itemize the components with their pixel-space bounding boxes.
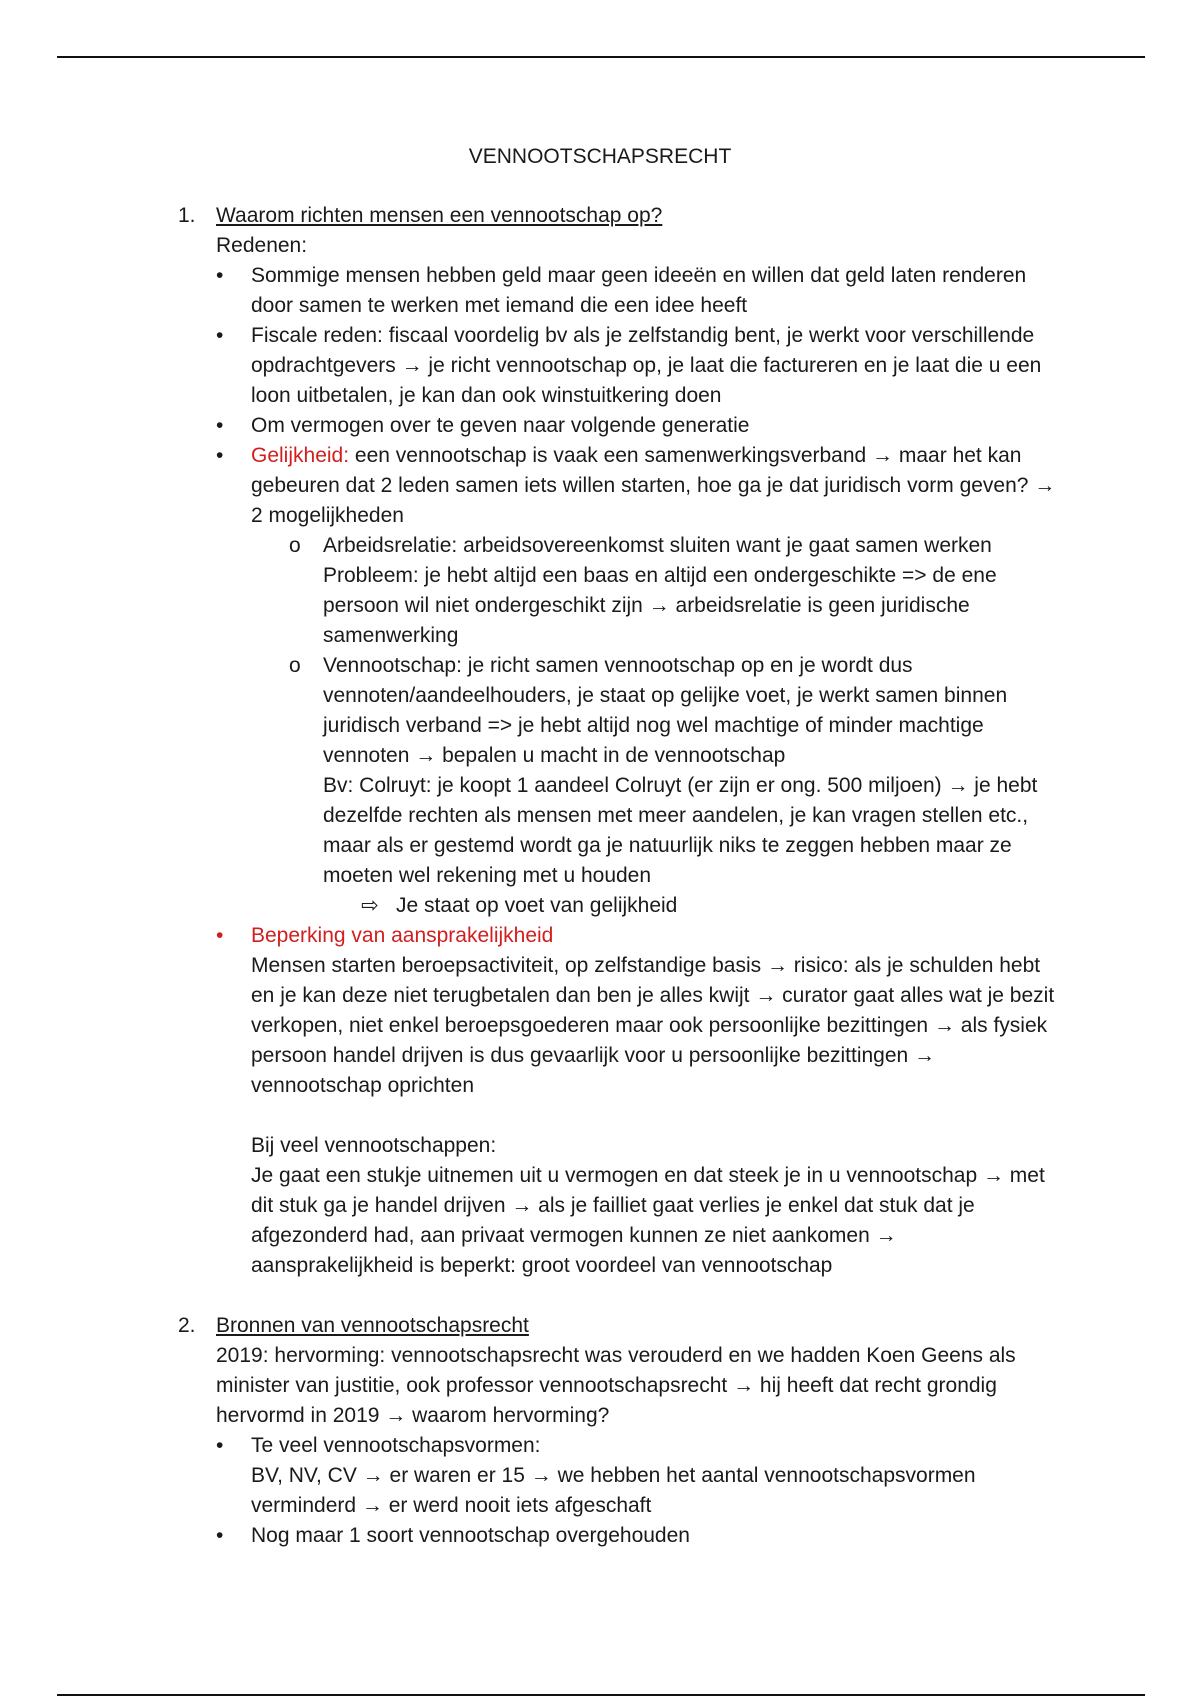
page-title	[0, 142, 1200, 172]
list-item-text: Sommige mensen hebben geld maar geen ideeën en willen dat geld laten renderen door samen te werken met iemand die een idee heeft	[251, 264, 1027, 317]
liability-paragraph: Mensen starten beroepsactiviteit, op zelfstandige basis → risico: als je schulden hebt en je kan deze niet terugbetalen dan ben je alles kwijt → curator gaat alles wat je bezit verkopen, niet enkel beroepsgoederen maar ook persoonlijke bezittingen → als fysiek persoon handel drijven is dus gevaarlijk voor u persoonlijke bezittingen → vennootschap oprichten	[251, 954, 1055, 1097]
section-heading: Bronnen van vennootschapsrecht	[216, 1314, 529, 1337]
list-item-text: BV, NV, CV → er waren er 15 → we hebben het aantal vennootschapsvormen verminderd → er werd nooit iets afgeschaft	[251, 1464, 976, 1517]
option-list	[251, 531, 1058, 891]
bullet-icon: •	[216, 264, 224, 287]
section-intro: 2019: hervorming: vennootschapsrecht was verouderd en we hadden Koen Geens als minister van justitie, ook professor vennootschapsrecht → hij heeft dat recht grondig hervormd in 2019 → waarom hervorming?	[216, 1344, 1016, 1427]
list-item-liability	[178, 921, 1058, 1281]
reasons-list	[178, 261, 1058, 531]
section-intro: Redenen:	[216, 234, 308, 257]
list-item-head: Te veel vennootschapsvormen:	[251, 1434, 541, 1457]
page-title-text: VENNOOTSCHAPSRECHT	[468, 145, 732, 168]
list-item-equality	[178, 441, 1058, 531]
liability-list	[178, 921, 1058, 1281]
equality-options	[251, 531, 1058, 921]
option-line: Arbeidsrelatie: arbeidsovereenkomst sluiten want je gaat samen werken	[323, 534, 992, 557]
conclusion-text: Je staat op voet van gelijkheid	[396, 894, 678, 917]
footer-rule	[57, 1694, 1145, 1696]
list-item	[178, 261, 1058, 321]
bullet-icon: •	[216, 324, 224, 347]
option-line: Vennootschap: je richt samen vennootschap op en je wordt dus vennoten/aandeelhouders, je staat op gelijke voet, je werkt samen binnen juridisch verband => je hebt altijd nog wel machtige of minder machtige vennoten → bepalen u macht in de vennootschap	[323, 654, 1008, 767]
bullet-icon: •	[216, 1434, 224, 1457]
list-item-text: Fiscale reden: fiscaal voordelig bv als je zelfstandig bent, je werkt voor verschillende opdrachtgevers → je richt vennootschap op, je laat die factureren en je laat die u een loon uitbetalen, je kan dan ook winstuitkering doen	[251, 324, 1042, 407]
list-item	[178, 1521, 1058, 1551]
liability-subheading: Bij veel vennootschappen:	[251, 1134, 497, 1157]
bullet-icon: •	[216, 414, 224, 437]
option-line: Bv: Colruyt: je koopt 1 aandeel Colruyt (er zijn er ong. 500 miljoen) → je hebt dezelfde rechten als mensen met meer aandelen, je kan vragen stellen etc., maar als er gestemd wordt ga je natuurlijk niks te zeggen hebben maar ze moeten wel rekening met u houden	[323, 774, 1038, 887]
section-1	[178, 201, 1058, 261]
bullet-icon: •	[216, 1524, 224, 1547]
liability-label: Beperking van aansprakelijkheid	[251, 924, 554, 947]
list-item	[178, 1431, 1058, 1521]
document-body	[178, 201, 1058, 1551]
list-item-text: Om vermogen over te geven naar volgende generatie	[251, 414, 750, 437]
list-item	[178, 321, 1058, 411]
list-item-head: Nog maar 1 soort vennootschap overgehouden	[251, 1524, 690, 1547]
list-item	[251, 531, 1058, 651]
arrow-right-icon: ⇨	[361, 894, 379, 917]
section-2	[178, 1311, 1058, 1431]
option-line: Probleem: je hebt altijd een baas en altijd een ondergeschikte => de ene persoon wil niet ondergeschikt zijn → arbeidsrelatie is geen juridische samenwerking	[323, 564, 997, 647]
list-item	[251, 651, 1058, 891]
section-number: 2.	[178, 1314, 196, 1337]
section-heading: Waarom richten mensen een vennootschap op?	[216, 204, 663, 227]
circle-bullet-icon: o	[289, 654, 301, 677]
equality-conclusion	[251, 891, 1058, 921]
list-item	[178, 411, 1058, 441]
bullet-icon: •	[216, 924, 224, 947]
equality-text: een vennootschap is vaak een samenwerkingsverband → maar het kan gebeuren dat 2 leden samen iets willen starten, hoe ga je dat juridisch vorm geven? → 2 mogelijkheden	[251, 444, 1056, 527]
liability-paragraph: Je gaat een stukje uitnemen uit u vermogen en dat steek je in u vennootschap → met dit stuk ga je handel drijven → als je failliet gaat verlies je enkel dat stuk dat je afgezonderd had, aan privaat vermogen kunnen ze niet aankomen → aansprakelijkheid is beperkt: groot voordeel van vennootschap	[251, 1164, 1045, 1277]
bullet-icon: •	[216, 444, 224, 467]
reform-list	[178, 1431, 1058, 1551]
circle-bullet-icon: o	[289, 534, 301, 557]
section-number: 1.	[178, 204, 196, 227]
equality-label: Gelijkheid:	[251, 444, 350, 467]
header-rule	[57, 56, 1145, 58]
